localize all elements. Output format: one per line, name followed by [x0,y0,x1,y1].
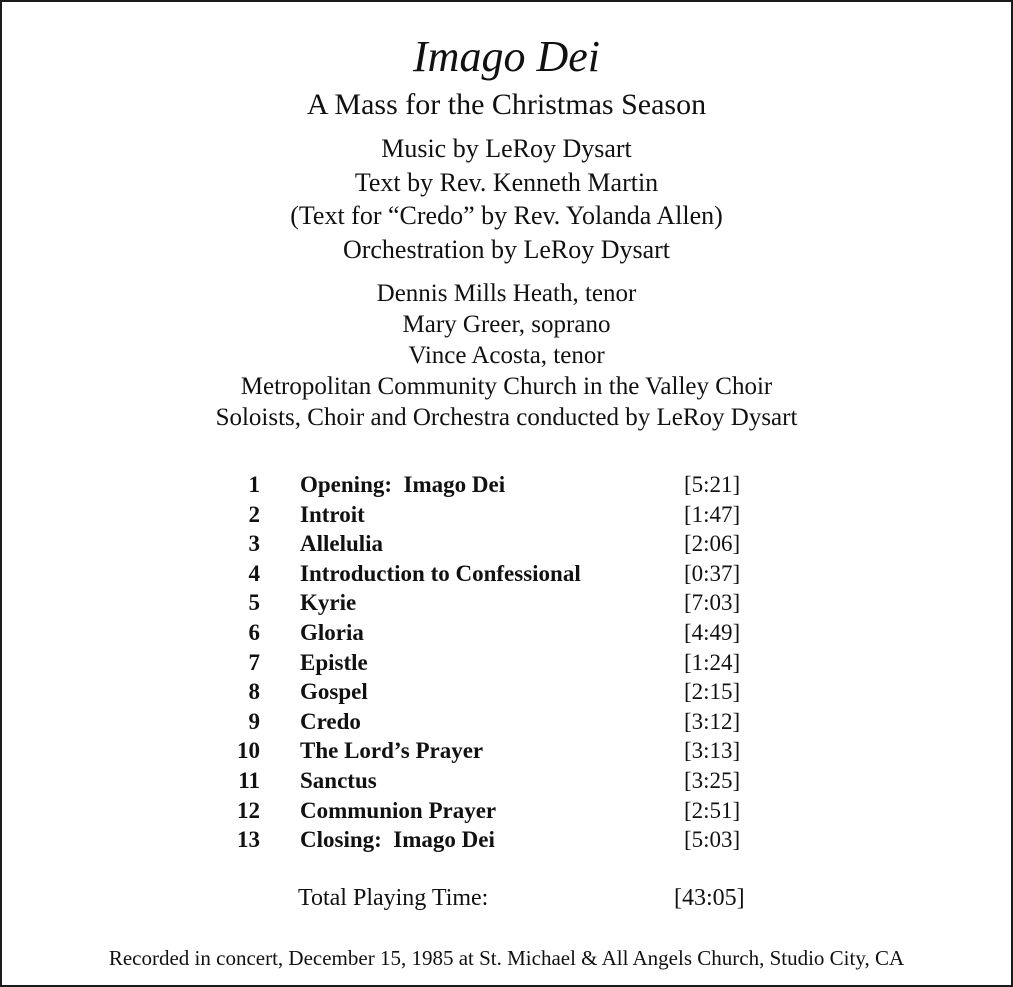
total-time-label: Total Playing Time: [298,885,489,911]
track-number: 9 [248,708,260,734]
track-duration: [7:03] [684,590,741,616]
track-number: 10 [237,738,260,764]
total-time-value: [43:05] [674,885,745,911]
track-number: 8 [248,679,260,705]
track-number: 4 [248,560,260,586]
track-row [2,588,1011,618]
track-row [2,559,1011,589]
track-title: Gospel [300,679,368,705]
track-number: 11 [238,767,260,793]
track-number: 5 [248,590,260,616]
track-duration: [2:06] [684,531,741,557]
track-title: Communion Prayer [300,797,497,823]
track-number: 2 [248,501,260,527]
track-row [2,796,1011,826]
track-duration: [1:47] [684,501,741,527]
track-title: Introit [300,501,365,527]
track-duration: [5:03] [684,827,741,853]
track-duration: [3:12] [684,708,741,734]
track-row [2,529,1011,559]
track-row [2,618,1011,648]
track-title: Kyrie [300,590,357,616]
performer-line: Soloists, Choir and Orchestra conducted by LeRoy Dysart [215,404,798,431]
track-row [2,825,1011,855]
album-subtitle: A Mass for the Christmas Season [306,88,707,121]
album-title: Imago Dei [413,32,600,81]
track-row [2,766,1011,796]
track-title: Gloria [300,619,364,645]
track-row [2,677,1011,707]
track-title: Opening: Imago Dei [300,472,506,497]
track-duration: [4:49] [684,619,741,645]
track-duration: [5:21] [684,472,741,497]
track-row [2,707,1011,737]
track-number: 13 [237,827,260,853]
track-duration: [3:25] [684,767,741,793]
credit-music: Music by LeRoy Dysart [381,134,632,163]
track-row [2,736,1011,766]
performer-line: Vince Acosta, tenor [408,342,605,369]
track-duration: [0:37] [684,560,741,586]
track-number: 12 [237,797,260,823]
track-title: Closing: Imago Dei [300,827,495,853]
track-list [2,470,1011,855]
track-number: 7 [248,649,260,675]
recording-note: Recorded in concert, December 15, 1985 at St. Michael & All Angels Church, Studio City, CA [108,946,905,970]
credit-credo-text: (Text for “Credo” by Rev. Yolanda Allen) [290,201,723,230]
track-row [2,500,1011,530]
performer-line: Dennis Mills Heath, tenor [376,280,637,307]
total-playing-time [2,882,1011,914]
credits-list [2,132,1011,266]
track-title: Sanctus [300,767,377,793]
credit-orchestration: Orchestration by LeRoy Dysart [342,234,671,264]
track-number: 3 [248,531,260,557]
track-title: The Lord’s Prayer [300,738,484,764]
track-duration: [2:51] [684,797,741,823]
track-row [2,648,1011,678]
track-duration: [2:15] [684,679,741,705]
performer-line: Metropolitan Community Church in the Valley Choir [240,373,773,400]
track-title: Credo [300,708,361,734]
track-number: 1 [248,472,260,497]
credit-text: Text by Rev. Kenneth Martin [354,167,659,197]
track-row [2,470,1011,500]
track-number: 6 [248,619,260,645]
track-duration: [1:24] [684,649,741,675]
track-title: Allelulia [300,531,384,557]
performer-line: Mary Greer, soprano [402,311,611,338]
header-block [2,30,1011,433]
track-title: Epistle [300,649,368,675]
performers-list [2,278,1011,433]
track-duration: [3:13] [684,738,741,764]
track-title: Introduction to Confessional [300,560,581,586]
